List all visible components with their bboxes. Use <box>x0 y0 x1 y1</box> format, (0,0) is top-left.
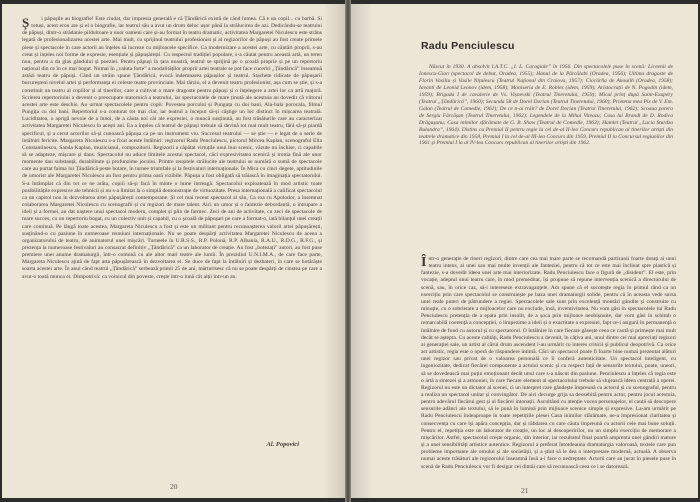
right-page <box>351 4 698 498</box>
page-shadow <box>323 4 345 498</box>
left-page <box>2 4 345 498</box>
author-signature: Al. Popovici <box>266 441 299 448</box>
page-number-left: 20 <box>170 482 178 491</box>
page-number-right: 21 <box>521 486 529 495</box>
left-body-paragraph <box>22 16 322 281</box>
dropcap-s: Ș <box>22 15 30 30</box>
biography-text: Născut în 1930. A absolvit I.A.T.C. „I. L. Caragiale” în 1956. Din spectacolele puse în scenă: Liceenii de Ionescu-Gion (spectacol de debut, Oradea, 1955); Hanul de la Pârcălabi (Oradea, 1956); Ultima dragoste de Florin Vasiliu și Vasile Nițulescu (Teatrul Național din Craiova, 1957); Ciocârlia de Anouilh (Oradea, 1958); Iavanti de Leonid Leonov (idem, 1958); Moniseria de E. Robles (idem, 1959); Aristocrații de N. Pogodin (idem, 1959); Brigada I de cavalerie de Vs. Vișnevski (Teatrul Tineretului, 1959); Micul prinț după Saint-Exupéry (Teatrul „Țăndărică”, 1960); Secunda 58 de Dorel Dorian (Teatrul Tineretului, 1960); Prietena mea Pix de V. Em. Galan (Teatrul de Comedie, 1961); De ce n-ai trăit? de Dorel Dorian (Teatrul Tineretului, 1962); Scoaua potera de Sergiu Fărcășan (Teatrul Tineretului, 1962); Legendele de la Mihai Viteazu; Casa lui Brandt de D. Rodica Drăgușanu; Casa inimilor sfărâmate de G. B. Shaw (Teatrul de Comedie, 1963); Hamlet (Teatrul „Lucia Sturdza Bulandra”, 1964). Distins cu Premiul II pentru regie la cel de-al II-lea Concurs republican al tinerilor artiști din teatrele dramatice din 1958, Premiul I la cel de-al III-lea Concurs din 1959, Premiul II la Concursul regiunilor din 1961 și Premiul I la al IV-lea Concurs republican al tinerilor artiști din 1962. <box>419 64 673 147</box>
page-shadow <box>351 4 373 498</box>
dropcap-i: Î <box>421 255 427 270</box>
left-body: i păpușile au biografie! Este ciudat, dar impresia generală e că Țăndărică există de când lumea. Că e un copil... cu barbă. Si totuși, acest erou are și el o biografie, iar teatrul său a avut un drum deloc ușor până la strălucirea de azi. Dedicându-se teatrului de păpuși, dintr-o strădanie pilduitoare a unor oameni care și-au format în teatru dramatic, activitatea Margaretei Niculescu este strâns legată de profesionalizarea acestei arte. Mai mult, cu sprijinul teatrului profesionist și al regizorilor de păpuși au fost create primele piese și spectacole în care actorii au înțeles să lucreze cu mijloacele specifice. Ca modernizare a acestei arte, cu căutări proprii, s-au creat și înțeles noi forme de expresie, esențiale și păpușărești. Cu respectul tradiției populare, s-a căutat pentru această artă, un teren nou, pentru a da glas gândului și poeziei. Pentru păpuși în țara noastră, teatrul se sprijină pe o școală proprie și pe un repertoriu național din ce în ce mai bogat. Numai în „valuta forte” a modalităților proprii artei teatrale se pot face cuceriri „Țăndărică” înseamnă astăzi teatru de păpuși. Când un străin spune Țăndărică, evocă îndemnarea păpușilor și teatrul. Stachete ridicate de păpușarii bucureșteni nivelul artei și performanța ei celeste teatre provinciale. Mai târziu, el a devenit teatru profesionist, așa cum se știe, și s-a constituit un teatru al copiilor și al tinerilor, care a cultivat o mare dragoste pentru păpuși și o înțelegere a artei lor ca artă majoră. Scrierea repertoriului a devenit o preocupare statornică a teatrului, iar spectacolele de mare ținută ale acestuia au dovedit că viitorul acestei arte este deschis. Au urmat spectacolele pentru copii: Povestea porcului și Punguța cu doi bani, Ala-bala porocala, filmul Pungița cu doi bani. Repertoriul s-a conturat tot mai clar, iar teatrul a început să-și câștige un loc distinct în mișcarea teatrală. Luciditatea, o aprigă nevoie de a înnoi, de a căuta noi căi ale expresiei, o muncă susținută, au fost trăsăturile care au caracterizat activitatea Margaretei Niculescu în acești ani. Ea a înțeles că teatrul de păpuși trebuie să devină tot mai mult teatru, fără să-și piardă specificul, și a cerut actorilor să-și cunoască păpușa ca pe un instrument viu. Succesul teatrului — se știe — e legat de o serie de întâlniri fericite. Margareta Niculescu s-a fixat aceste întâlniri: regizorul Radu Penciulescu, pictorul Mircea Kaplan, scenograful Ella Constantinescu, Sanda Kaplan, muzicianul, compozitorii. Regizorii a căpătat virtuțile unui bun scenic, văzute nu închise, ci capabile să se adapteze, mișcare și dans. Spectacolul nu aduce limitele acestui spectacol, căci expresivitatea scenică și ironia fină ale unor momente dau substanță, durabilitate și profunzime jocului. Printre reușitele strălucite ale teatrului se numără o sumă de spectacole care au purtat faima lui Țăndărică peste hotare, în turnee triumfale și la festivaluri internaționale. În Mica cu cinci degete, aptitudinile de umorist ale Margaretei Niculescu au fost pentru prima oară vizibile. Păpușa a fost obligată să trăiască în imaginația spectatorului. S-a întâmplat că din tot ce ne arăta, copiii să-și facă în minte o lume întreagă. Spectacolul exploatează în mod artistic toate posibilitățile expresive ale tehnicii și nu s-a limitat la o simplă demonstrație de virtuozitate. Presa internațională a calificat spectacolul ca un capitol nou în dezvoltarea artei păpușărești contemporane. Și cel mai recent spectacol al său, Ca roa cu Apolodor, a însemnat colaborarea Margaretei Niculescu cu scenografii și cu regizori de mare talent. Aici un umor și o fantezie debordantă, o întrupare a ideii și a formei, au dat naștere unui spectacol modern, complet și plin de farmec. Zeci de ani de activitate, cu zeci de spectacole de mare succes, cu un repertoriu bogat, cu un colectiv unit și capabil, cu o școală de păpușari pe care a format-o, iată bilanțul unei creații care continuă. Pe lângă toate acestea, Margareta Niculescu a fost și este un militant pentru recunoașterea valorii artei păpușărești, susținând-o cu pasiune în numeroase reuniuni internaționale. Nu se poate despărți activitatea Margaretei Niculescu de aceea a organizatorului de teatru, de animatorul unei mișcări. Turneele în U.R.S.S., R.P. Polonă, R.P. Albania, R.A.U., R.D.G., R.F.G., și prezența la numeroase festivaluri au consacrat definitiv „Țăndărică” ca un laborator de creație. Au fost „botezați” autori, au fost puse premiere unei anume dramaturgii, într-o comună cu ale altor mari teatre ale lumii. În prezidiul U.N.I.M.A., de care face parte, Margareta Niculescu ajută de fapt arta păpușărească în dezvoltarea ei. Se duce de fapt la întâlniri și dezbateri, în care se hotărăște soarta acestei arte. În anul când teatrul „Țăndărică” serbează primii 25 de ani, mărturisesc că nu se poate despărți de cinstea pe care a avut-o toată munca ei. Dimpotrivă: ca voinicul din poveste, crește într-o lună cât alții într-un an. <box>22 16 322 280</box>
article-body <box>421 256 676 471</box>
article-body-text: ntr-o generație de tineri regizori, dintre care cea mai mare parte se recomandă partizanii foarte dotați ai unui teatru intens, ai unei sau mai multe invenții ale fanteziei, pentru că tot ce este mai înclinat spre plastică și fantezie, s-a dovedit ideea unei arte mai interiorizate. Radu Penciulescu face o figură de „disident”. El este, prin vocație, adeptul unui teatru care, în mod premeditat, își propune să repune intervenția scenică a directorului de scenă, sau, în orice caz, să-i intereseze extravaganțele. Am spune că el socotește regia în primul rând ca un exercițiu prin care spectacolul se construiește pe baza unei dramaturgii solide, pentru că în aceasta vede sursa unei reale puteri de pătrundere a regiei. Spectacolele sale sunt prin excelență montări gândite și construite cu minuție, cu o sobrietate a mijloacelor care nu exclude, însă, inventivitatea. Nu vom găsi în spectacolele lui Radu Penciulescu pretenția de a epata prin insolit, de a șoca prin mijloace neobișnuite, dar vom găsi în schimb o remarcabilă coerență a concepției, o limpezime a ideii și o exactitate a expresiei, fapt ce-i asigură în permanență o întâlnire de fond cu autorul și cu spectatorul. O întâlnire în care fiecare găsește ceea ce caută și primește mai mult decât se aștepta. Cu aceste calități, Radu Penciulescu a devenit, în câțiva ani, unul dintre cei mai apreciați regizori ai generației sale, un artist al cărui drum ascendent l-au urmărit cu interes criticii și publicul deopotrivă. Ca orice act artistic, regia este o operă de răspundere intimă. Căci un spectacol poate fi foarte bine numai prezentat alături unei regizor sau privat de o valoarea personală ce îi conferă autenticitate. Un spectacol inteligent, cu ingeniozitate, dedicat fiecărei componente a actului scenic și cu respect față de sensurile textului, poate, uneori, să se dovedească mai puțin emoționant decât unul care s-a născut din pasiune. Penciulescu a înțeles că regia este o artă a sintezei și a armoniei, în care fiecare element al spectacolului trebuie să slujească ideea centrală a operei. Regizorul nu este un dictator al scenei, ci un interpret care gândește împreună cu actorul și cu scenograful, pentru a realiza un spectacol unitar și convingător. De aici decurge grija sa deosebită pentru actor, pentru jocul acestuia, pentru adevărul fiecărui gest și al fiecărei intonații. Ascultând cu atenție vocea personajelor, el caută să descopere sensurile adânci ale textului, să le pună în lumină prin mijloace scenice simple și expresive. La-am urmărit pe Radu Penciulescu îndeaproape în toate repetițiile piesei Casa inimilor sfărâmate, ne-a impresionat claritatea și consecvența cu care își apăra concepția, dar și răbdarea cu care căuta împreună cu actorii cele mai bune soluții. Pentru el, repetiția este un laborator de creație, un loc al descoperirilor, nu un simplu exercițiu de memorare a mișcărilor. Astfel, spectacolul crește organic, din interior, iar rezultatul final poartă amprenta unei gândiri mature și a unei sensibilități artistice autentice. Regizorul a preferat întotdeauna dramaturgia valoroasă, textele care pun probleme importante ale omului și ale societății, și a știut să le dea o interpretare modernă, actuală. A observa numai aceste trăsături ale regizorului înseamnă însă a-i face o nedreptate. Actorii care au jucat în piesele puse în scenă de Radu Penciulescu vor fi desigur cei dintâi care să recunoască ceea ce i se datorează. <box>421 256 676 470</box>
article-body-paragraph <box>421 256 676 471</box>
article-title: Radu Penciulescu <box>421 40 515 52</box>
left-page-text <box>22 16 322 281</box>
biography-block <box>419 64 673 147</box>
